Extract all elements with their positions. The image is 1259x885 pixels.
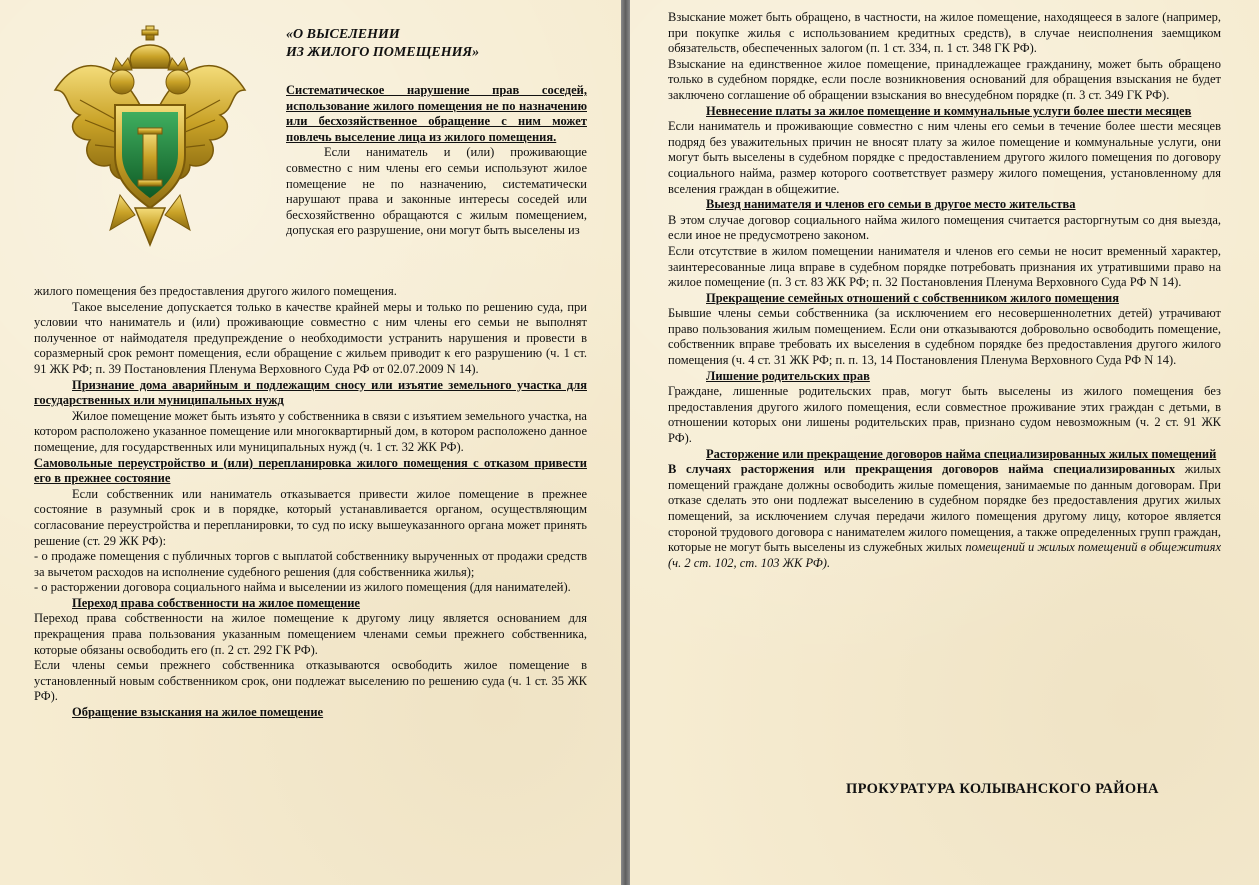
paragraph: жилого помещения без предоставления другого жилого помещения. — [34, 284, 397, 298]
section-heading-non-payment: Невнесение платы за жилое помещение и коммунальные услуги более шести месяцев — [706, 103, 1192, 118]
section-heading-violation: Систематическое нарушение прав соседей, использование жилого помещения не по назначению или бесхозяйственное обращение с ним может повлечь выселение лица из жилого помещения. — [286, 83, 587, 144]
paragraph-body: жилых помещений граждане должны освободить жилые помещения, занимаемые по данным договорам. При отказе сделать это они подлежат выселению в судебном порядке без предоставления других жилых помещений, за исключением случая передачи жилого помещения другому лицу, которое является стороной трудового договора с нанимателем жилого помещения, а также определенных групп граждан, которые не могут быть выселены из служебных жилых — [668, 462, 1222, 555]
paragraph: Если наниматель и (или) проживающие совместно с ним члены его семьи используют жилое помещение не по назначению, систематически нарушают права и законные интересы соседей или бесхозяйственно обращаются с жилым помещением, допуская его разрушение, они могут быть выселены из — [286, 145, 587, 238]
section-heading-family-relations: Прекращение семейных отношений с собственником жилого помещения — [706, 290, 1119, 305]
list-item: - о продаже помещения с публичных торгов с выплатой собственнику вырученных от продажи средств за вычетом расходов на исполнение судебного решения (для собственника жилья); — [34, 549, 587, 579]
paragraph-tail-italic: помещений и жилых помещений в общежитиях (ч. 2 ст. 102, ст. 103 ЖК РФ). — [668, 540, 1222, 570]
section-heading-special-housing: Расторжение или прекращение договоров найма специализированных жилых помещений — [706, 446, 1217, 461]
paragraph: Жилое помещение может быть изъято у собственника в связи с изъятием земельного участка, на котором расположено указанное помещение или многоквартирный дом, в котором расположено данное помещение, для государственных или муниципальных нужд (ч. 1 ст. 32 ЖК РФ). — [34, 408, 587, 454]
leaflet-page-right — [630, 0, 1259, 885]
paragraph: В этом случае договор социального найма жилого помещения считается расторгнутым со дня выезда, если иное не предусмотрено законом. — [668, 212, 1221, 243]
paragraph: Граждане, лишенные родительских прав, могут быть выселены из жилого помещения без предоставления другого жилого помещения, если совместное проживание этих граждан с детьми, в отношении которых они лишены родительских прав, признано судом невозможным (ч. 2 ст. 91 ЖК РФ). — [668, 384, 1221, 446]
list-item: - о расторжении договора социального найма и выселении из жилого помещения (для нанимателей). — [34, 580, 571, 595]
title-line-1: «О ВЫСЕЛЕНИИ — [286, 27, 400, 42]
paragraph: Переход права собственности на жилое помещение к другому лицу является основанием для прекращения права пользования указанным помещением членами семьи прежнего собственника, которые обязаны освободить его (п. 2 ст. 292 ГК РФ). — [34, 611, 587, 657]
section-heading-parental-rights: Лишение родительских прав — [706, 368, 870, 383]
paragraph: Если члены семьи прежнего собственника отказываются освободить жилое помещение в установленный новым собственником срок, они подлежат выселению по решению суда (ч. 1 ст. 35 ЖК РФ). — [34, 658, 587, 704]
paragraph: Если собственник или наниматель отказывается привести жилое помещение в прежнее состояние в разумный срок и в порядке, который устанавливается органом, осуществляющим согласование переустройства и перепланировки, то суд по иску вышеуказанного органа может принять решение (ст. 29 ЖК РФ): — [34, 486, 587, 548]
section-heading-foreclosure: Обращение взыскания на жилое помещение — [72, 705, 324, 720]
title-line-2: ИЗ ЖИЛОГО ПОМЕЩЕНИЯ» — [286, 45, 480, 60]
right-column — [668, 10, 1221, 571]
paragraph: Если отсутствие в жилом помещении нанимателя и членов его семьи не носит временный характер, заинтересованные лица вправе в судебном порядке потребовать признания их утратившими право на жилое помещение (п. 3 ст. 83 ЖК РФ; п. 32 Постановления Пленума Верховного Суда РФ N 14). — [668, 243, 1221, 290]
signature-prosecutor-office: ПРОКУРАТУРА КОЛЫВАНСКОГО РАЙОНА — [846, 781, 1159, 797]
paragraph: Взыскание на единственное жилое помещение, принадлежащее гражданину, может быть обращено только в судебном порядке, если после возникновения оснований для обращения взыскания не будет заключено соглашение об обращении взыскания во внесудебном порядке (п. 3 ст. 349 ГК РФ). — [668, 56, 1221, 102]
section-heading-relocation: Выезд нанимателя и членов его семьи в другое место жительства — [706, 197, 1076, 212]
left-main-column — [34, 284, 587, 721]
paragraph: Бывшие члены семьи собственника (за исключением его несовершеннолетних детей) утрачивают право пользования жилым помещением. Если они отказываются добровольно освободить помещение, собственник вправе требовать их выселения в судебном порядке без предоставления другого жилого помещения (ч. 4 ст. 31 ЖК РФ; п. п. 13, 14 Постановления Пленума Верховного Суда РФ N 14). — [668, 306, 1221, 368]
leaflet-page-left — [0, 0, 621, 885]
section-heading-unauthorized-replanning: Самовольные переустройство и (или) перепланировка жилого помещения с отказом привести его в прежнее состояние — [34, 455, 587, 486]
section-heading-ownership-transfer: Переход права собственности на жилое помещение — [72, 595, 360, 610]
page-gutter — [621, 0, 630, 885]
paragraph: Взыскание может быть обращено, в частности, на жилое помещение, находящееся в залоге (например, при покупке жилья с использованием кредитных средств), в случае неисполнения заемщиком обязательств, обеспеченных залогом (п. 1 ст. 334, п. 1 ст. 348 ГК РФ). — [668, 10, 1221, 56]
prosecutor-emblem-icon — [50, 20, 250, 250]
intro-column — [286, 83, 587, 239]
leaflet-title — [286, 26, 586, 62]
paragraph: Такое выселение допускается только в качестве крайней меры и только по решению суда, при условии что наниматель и (или) проживающие совместно с ним члены его семьи не выполнят полученное от наймодателя предупреждение о необходимости устранить нарушения и провести в соразмерный срок ремонт помещения, если обращение с жильем приводит к его разрушению (ч. 1 ст. 91 ЖК РФ; п. 39 Постановления Пленума Верховного Суда РФ от 02.07.2009 N 14). — [34, 299, 587, 376]
section-heading-emergency-house: Признание дома аварийным и подлежащим сносу или изъятие земельного участка для государственных или муниципальных нужд — [34, 377, 587, 408]
paragraph — [668, 462, 1221, 571]
paragraph: Если наниматель и проживающие совместно с ним члены его семьи в течение более шести месяцев подряд без уважительных причин не вносят плату за жилое помещение и коммунальные услуги, они могут быть выселены в судебном порядке с предоставлением другого жилого помещения по договору социального найма, размер которого соответствует размеру жилого помещения, установленному для вселения граждан в общежитие. — [668, 119, 1221, 196]
paragraph-lead-bold: В случаях расторжения или прекращения договоров найма специализированных — [668, 462, 1176, 477]
